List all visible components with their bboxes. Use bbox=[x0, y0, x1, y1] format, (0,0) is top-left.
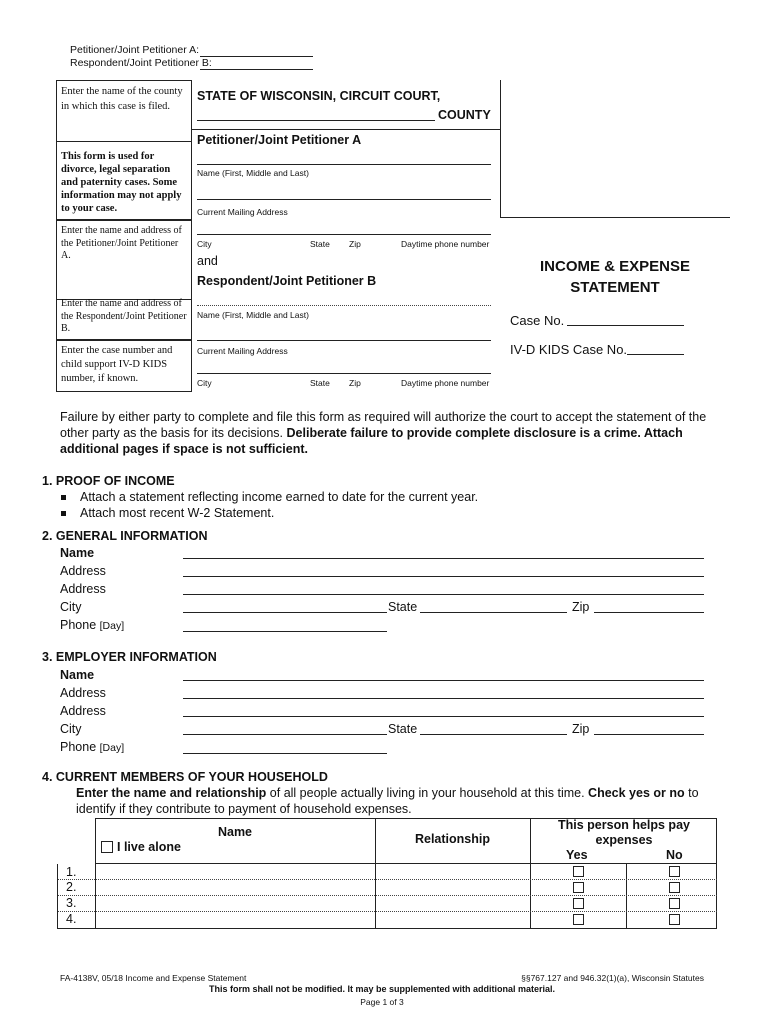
case-hint: Enter the case number and child support IV-D KIDS number, if known. bbox=[61, 345, 173, 384]
footer-notice: This form shall not be modified. It may be supplemented with additional material. bbox=[208, 984, 556, 994]
case-hint-box bbox=[56, 340, 191, 392]
pet-b-heading: Respondent/Joint Petitioner B bbox=[197, 274, 377, 288]
footer-form-id: FA-4138V, 05/18 Income and Expense Statement bbox=[60, 973, 247, 983]
s2-city-label: City bbox=[60, 600, 82, 614]
pet-a-heading: Petitioner/Joint Petitioner A bbox=[197, 133, 362, 147]
col-helps-header: This person helps pay expenses bbox=[558, 818, 690, 847]
pet-b-address-field[interactable] bbox=[197, 340, 491, 341]
pet-b-hint: Enter the name and address of the Respondent/Joint Petitioner B. bbox=[61, 298, 187, 334]
col-no-header: No bbox=[666, 848, 683, 862]
row-1-relationship-input[interactable] bbox=[376, 864, 529, 879]
s1-bullet-2 bbox=[61, 506, 274, 520]
live-alone-checkbox[interactable] bbox=[101, 841, 113, 853]
pet-b-phone-label: Daytime phone number bbox=[401, 378, 490, 388]
county-hint: Enter the name of the county in which this case is filed. bbox=[61, 86, 183, 112]
petitioner-b-top-label: Respondent/Joint Petitioner B: bbox=[70, 57, 212, 69]
intro-plain: Failure by either party to complete and file this form as required will authorize the court to accept the statement of the other party as the basis for its decisions. bbox=[60, 410, 707, 440]
col-yes-header: Yes bbox=[566, 848, 588, 862]
s2-phone-field[interactable] bbox=[183, 631, 387, 632]
case-no-field[interactable] bbox=[567, 325, 684, 326]
row-2-no-checkbox[interactable] bbox=[669, 882, 680, 893]
s3-city-label: City bbox=[60, 722, 82, 736]
document-title-line1: INCOME & EXPENSE bbox=[539, 258, 691, 275]
pet-a-address-field[interactable] bbox=[197, 199, 491, 200]
section-4-title: 4. CURRENT MEMBERS OF YOUR HOUSEHOLD bbox=[42, 770, 328, 784]
pet-a-mailing-label: Current Mailing Address bbox=[197, 207, 288, 217]
pet-b-name-label: Name (First, Middle and Last) bbox=[197, 310, 309, 320]
s2-phone-label bbox=[60, 618, 124, 632]
pet-a-city-label: City bbox=[197, 239, 212, 249]
s4-instr-plain1: of all people actually living in your household at this time. bbox=[266, 786, 589, 800]
s3-city-field[interactable] bbox=[183, 734, 387, 735]
s2-name-field[interactable] bbox=[183, 558, 704, 559]
s1-bullet-1 bbox=[61, 490, 478, 504]
pet-a-zip-label: Zip bbox=[349, 239, 361, 249]
row-3-no-checkbox[interactable] bbox=[669, 898, 680, 909]
table-divider-yesno bbox=[626, 864, 627, 929]
s3-zip-label: Zip bbox=[572, 722, 590, 736]
row-2-yes-checkbox[interactable] bbox=[573, 882, 584, 893]
row-num-left-border bbox=[57, 864, 58, 929]
case-no-label: Case No. bbox=[510, 313, 565, 328]
s3-name-label: Name bbox=[60, 668, 95, 682]
row-3-yes-checkbox[interactable] bbox=[573, 898, 584, 909]
ivd-no-field[interactable] bbox=[627, 354, 684, 355]
pet-a-city-field[interactable] bbox=[197, 234, 491, 235]
row-number: 1. bbox=[66, 865, 77, 879]
row-4-name-input[interactable] bbox=[96, 912, 374, 927]
s3-address2-label: Address bbox=[60, 704, 106, 718]
s3-phone-label bbox=[60, 740, 124, 754]
row-number-bottom bbox=[57, 928, 97, 929]
row-number: 3. bbox=[66, 896, 77, 910]
row-4-relationship-input[interactable] bbox=[376, 912, 529, 927]
caption-right-divider-long bbox=[500, 80, 501, 217]
side-divider bbox=[191, 80, 192, 392]
pet-a-hint: Enter the name and address of the Petitioner/Joint Petitioner A. bbox=[61, 225, 182, 261]
s3-address2-field[interactable] bbox=[183, 716, 704, 717]
s4-instructions bbox=[76, 785, 716, 817]
row-2-relationship-input[interactable] bbox=[376, 880, 529, 895]
caption-divider bbox=[191, 129, 500, 130]
s2-address1-field[interactable] bbox=[183, 576, 704, 577]
s4-instr-bold2: Check yes or no bbox=[588, 786, 685, 800]
intro-bold: Deliberate failure to provide complete disclosure is a crime. Attach additional pages if space is not sufficient. bbox=[60, 426, 683, 456]
footer-page-number: Page 1 of 3 bbox=[360, 997, 404, 1007]
row-1-no-checkbox[interactable] bbox=[669, 866, 680, 877]
petitioner-a-top-label: Petitioner/Joint Petitioner A: bbox=[70, 44, 199, 56]
live-alone-label: I live alone bbox=[117, 840, 181, 854]
s3-state-field[interactable] bbox=[420, 734, 567, 735]
pet-b-city-label: City bbox=[197, 378, 212, 388]
s3-name-field[interactable] bbox=[183, 680, 704, 681]
s2-address2-label: Address bbox=[60, 582, 106, 596]
col-relationship-header: Relationship bbox=[414, 832, 490, 846]
s2-zip-label: Zip bbox=[572, 600, 590, 614]
pet-a-state-label: State bbox=[310, 239, 330, 249]
pet-b-name-field[interactable] bbox=[197, 305, 491, 306]
county-label: COUNTY bbox=[438, 108, 491, 122]
s1-bullet-2-text: Attach most recent W-2 Statement. bbox=[80, 506, 275, 520]
s3-state-label: State bbox=[388, 722, 418, 736]
ivd-no-label: IV-D KIDS Case No. bbox=[510, 342, 628, 357]
bullet-icon bbox=[61, 495, 66, 500]
row-4-no-checkbox[interactable] bbox=[669, 914, 680, 925]
row-number: 2. bbox=[66, 880, 77, 894]
s2-phone-text: Phone bbox=[60, 618, 97, 632]
pet-a-hint-box bbox=[56, 220, 191, 300]
section-3-title: 3. EMPLOYER INFORMATION bbox=[42, 650, 217, 664]
s3-zip-field[interactable] bbox=[594, 734, 704, 735]
petitioner-b-top-field[interactable] bbox=[200, 69, 313, 70]
court-heading: STATE OF WISCONSIN, CIRCUIT COURT, bbox=[197, 89, 441, 103]
row-1-yes-checkbox[interactable] bbox=[573, 866, 584, 877]
county-hint-box bbox=[56, 80, 191, 142]
s2-address1-label: Address bbox=[60, 564, 106, 578]
s2-zip-field[interactable] bbox=[594, 612, 704, 613]
row-1-name-input[interactable] bbox=[96, 864, 374, 879]
s2-name-label: Name bbox=[60, 546, 95, 560]
pet-b-city-field[interactable] bbox=[197, 373, 491, 374]
county-field[interactable] bbox=[197, 120, 435, 121]
s4-instr-plain2: to identify if they contribute to payment of household expenses. bbox=[76, 786, 699, 816]
row-4-yes-checkbox[interactable] bbox=[573, 914, 584, 925]
s1-bullet-1-text: Attach a statement reflecting income earned to date for the current year. bbox=[80, 490, 479, 504]
intro-paragraph bbox=[60, 409, 720, 457]
form-use-box bbox=[56, 142, 191, 220]
section-1-title: 1. PROOF OF INCOME bbox=[42, 474, 175, 488]
pet-b-state-label: State bbox=[310, 378, 330, 388]
pet-b-zip-label: Zip bbox=[349, 378, 361, 388]
s3-phone-text: Phone bbox=[60, 740, 97, 754]
bullet-icon bbox=[61, 511, 66, 516]
s3-phone-field[interactable] bbox=[183, 753, 387, 754]
row-number: 4. bbox=[66, 912, 77, 926]
s2-state-field[interactable] bbox=[420, 612, 567, 613]
pet-a-name-field[interactable] bbox=[197, 164, 491, 165]
col-name-header: Name bbox=[217, 825, 253, 839]
pet-b-mailing-label: Current Mailing Address bbox=[197, 346, 288, 356]
pet-a-name-label: Name (First, Middle and Last) bbox=[197, 168, 309, 178]
s3-address1-field[interactable] bbox=[183, 698, 704, 699]
row-3-relationship-input[interactable] bbox=[376, 896, 529, 911]
s2-state-label: State bbox=[388, 600, 418, 614]
s3-day-text: [Day] bbox=[99, 742, 125, 754]
caption-right-bottom bbox=[500, 217, 730, 218]
document-title-line2: STATEMENT bbox=[570, 279, 660, 296]
s2-address2-field[interactable] bbox=[183, 594, 704, 595]
and-label: and bbox=[197, 254, 218, 268]
section-2-title: 2. GENERAL INFORMATION bbox=[42, 529, 208, 543]
row-2-name-input[interactable] bbox=[96, 880, 374, 895]
pet-a-phone-label: Daytime phone number bbox=[401, 239, 490, 249]
form-use-note: This form is used for divorce, legal separation and paternity cases. Some information may not apply to your case. bbox=[61, 151, 182, 214]
petitioner-a-top-field[interactable] bbox=[200, 56, 313, 57]
pet-b-hint-box bbox=[56, 298, 191, 340]
footer-statutes: §§767.127 and 946.32(1)(a), Wisconsin Statutes bbox=[521, 973, 704, 983]
s3-address1-label: Address bbox=[60, 686, 106, 700]
row-3-name-input[interactable] bbox=[96, 896, 374, 911]
s4-instr-bold1: Enter the name and relationship bbox=[76, 786, 267, 800]
s2-city-field[interactable] bbox=[183, 612, 387, 613]
s2-day-text: [Day] bbox=[99, 620, 125, 632]
